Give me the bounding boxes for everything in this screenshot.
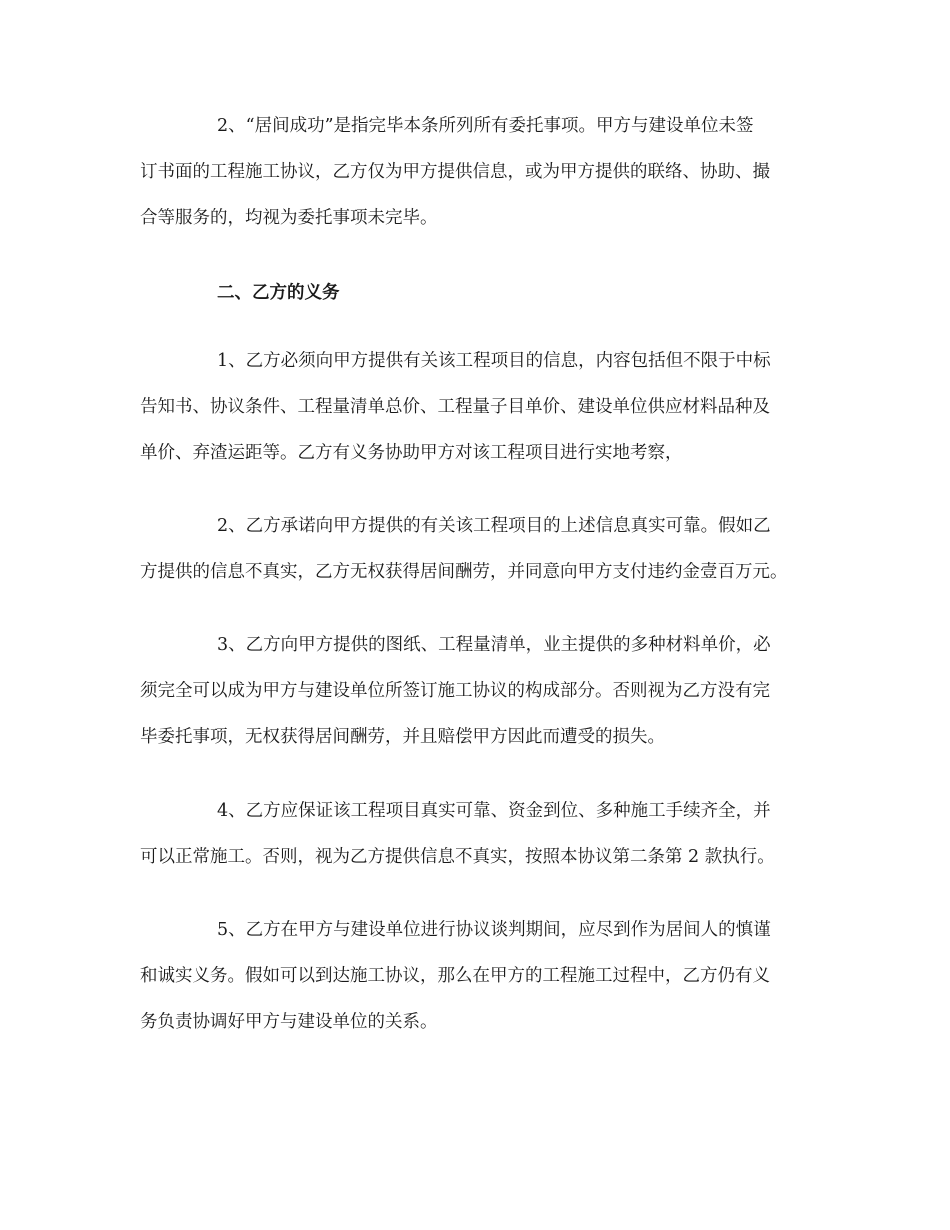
paragraph-line: 须完全可以成为甲方与建设单位所签订施工协议的构成部分。否则视为乙方没有完 <box>140 681 770 701</box>
paragraph-line: 1、乙方必须向甲方提供有关该工程项目的信息，内容包括但不限于中标 <box>217 351 771 371</box>
paragraph-line: 2、“居间成功”是指完毕本条所列所有委托事项。甲方与建设单位未签 <box>217 116 754 136</box>
paragraph-line: 3、乙方向甲方提供的图纸、工程量清单，业主提供的多种材料单价，必 <box>217 635 771 655</box>
section-heading: 二、乙方的义务 <box>217 283 340 303</box>
paragraph-line: 方提供的信息不真实，乙方无权获得居间酬劳，并同意向甲方支付违约金壹百万元。 <box>140 562 788 582</box>
paragraph-line: 单价、弃渣运距等。乙方有义务协助甲方对该工程项目进行实地考察， <box>140 443 683 463</box>
paragraph-line: 订书面的工程施工协议，乙方仅为甲方提供信息，或为甲方提供的联络、协助、撮 <box>140 162 770 182</box>
paragraph-line: 5、乙方在甲方与建设单位进行协议谈判期间，应尽到作为居间人的慎谨 <box>217 920 771 940</box>
paragraph-line: 毕委托事项，无权获得居间酬劳，并且赔偿甲方因此而遭受的损失。 <box>140 727 665 747</box>
paragraph-line: 可以正常施工。否则，视为乙方提供信息不真实，按照本协议第二条第 2 款执行。 <box>140 847 775 867</box>
paragraph-line: 4、乙方应保证该工程项目真实可靠、资金到位、多种施工手续齐全，并 <box>217 801 771 821</box>
paragraph-line: 和诚实义务。假如可以到达施工协议，那么在甲方的工程施工过程中，乙方仍有义 <box>140 966 770 986</box>
paragraph-line: 告知书、协议条件、工程量清单总价、工程量子目单价、建设单位供应材料品种及 <box>140 397 770 417</box>
paragraph-line: 合等服务的，均视为委托事项未完毕。 <box>140 208 438 228</box>
paragraph-line: 2、乙方承诺向甲方提供的有关该工程项目的上述信息真实可靠。假如乙 <box>217 516 771 536</box>
paragraph-line: 务负责协调好甲方与建设单位的关系。 <box>140 1012 438 1032</box>
